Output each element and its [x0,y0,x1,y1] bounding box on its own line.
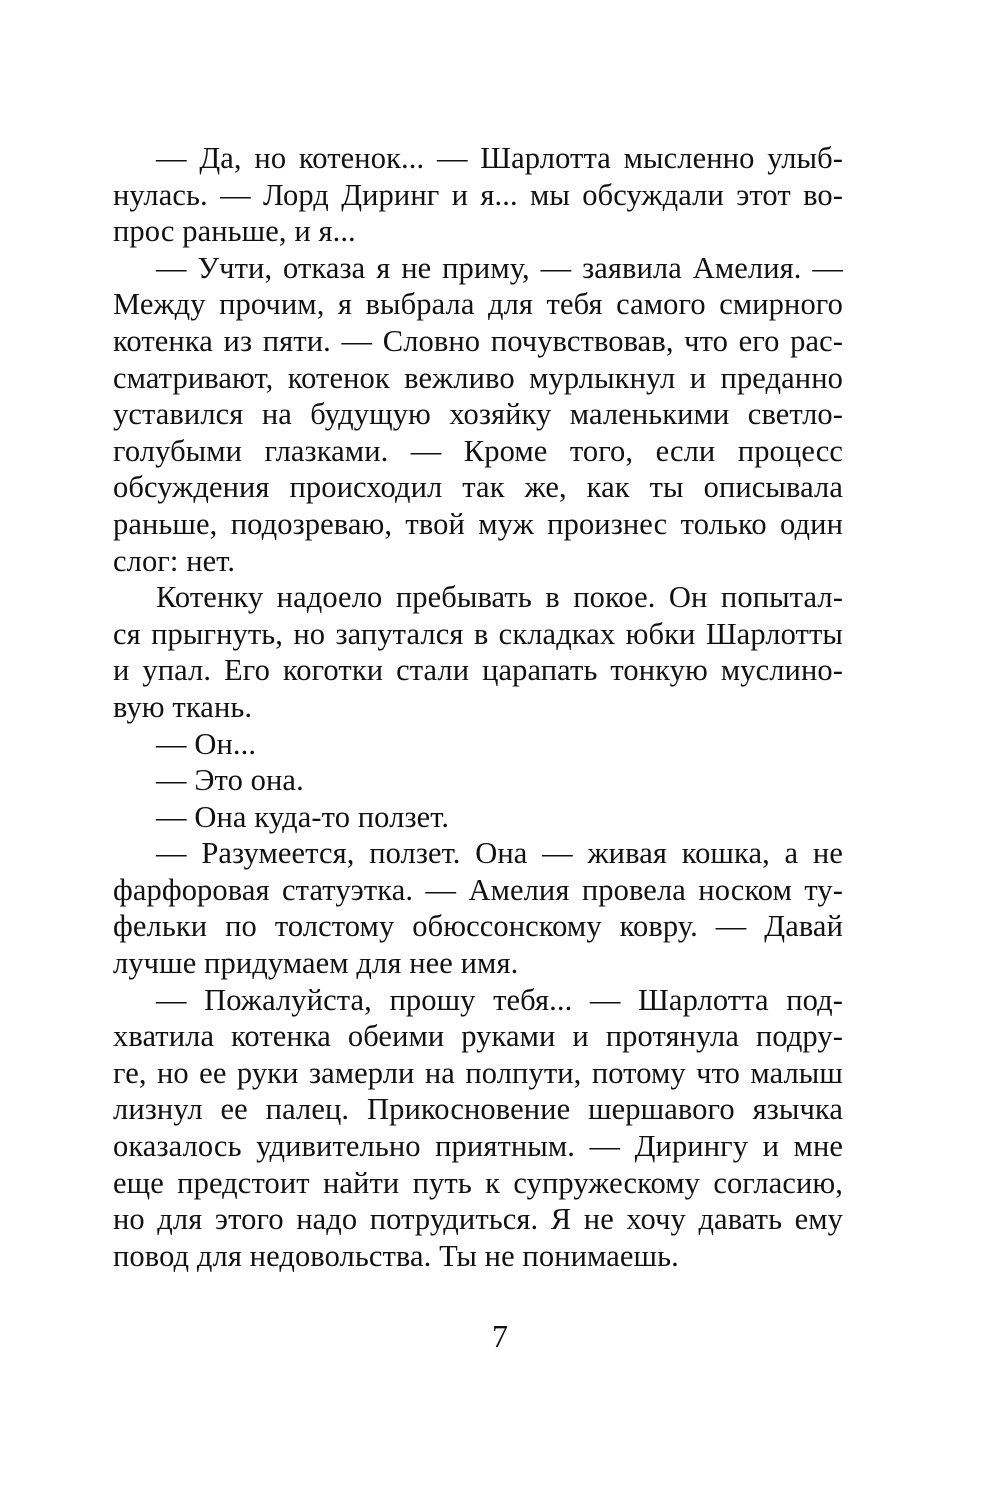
text-line: нулась. — Лорд Диринг и я... мы обсуждали этот во- [113,177,843,212]
text-line: еще предстоит найти путь к супружескому согласию, [113,1165,843,1200]
body-text [113,140,843,1274]
text-line: — Она куда-то ползет. [156,799,450,834]
text-line: но для этого надо потрудиться. Я не хочу давать ему [113,1202,843,1237]
text-line: — Да, но котенок... — Шарлотта мысленно улыб- [156,141,843,175]
text-line: ге, но ее руки замерли на полпути, потому что малыш [113,1055,843,1090]
page-number: 7 [492,1318,508,1354]
text-line: фарфоровая статуэтка. — Амелия провела носком ту- [113,872,843,907]
text-line: уставился на будущую хозяйку маленькими светло- [113,397,843,432]
text-line: оказалось удивительно приятным. — Дирингу и мне [113,1129,843,1164]
text-line: раньше, подозреваю, твой муж произнес только один [113,506,843,541]
text-line: голубыми глазками. — Кроме того, если процесс [113,433,843,468]
text-line: Между прочим, я выбрала для тебя самого смирного [113,287,843,322]
text-line: обсуждения происходил так же, как ты описывала [113,470,843,505]
text-line: — Учти, отказа я не приму, — заявила Амелия. — [156,250,843,285]
text-line: прос раньше, и я... [113,214,356,249]
text-line: — Это она. [156,763,304,798]
text-line: — Разумеется, ползет. Она — живая кошка, а не [156,836,843,871]
text-line: сматривают, котенок вежливо мурлыкнул и преданно [113,360,843,395]
text-line: слог: нет. [113,543,236,578]
text-line: лучше придумаем для нее имя. [113,946,519,981]
text-line: лизнул ее палец. Прикосновение шершавого язычка [113,1092,843,1127]
text-line: Котенку надоело пребывать в покое. Он попытал- [156,580,843,615]
text-line: котенка из пяти. — Словно почувствовав, что его рас- [113,323,843,358]
text-line: фельки по толстому обюссонскому ковру. — Давай [113,909,843,944]
text-line: вую ткань. [113,689,253,724]
text-line: — Пожалуйста, прошу тебя... — Шарлотта под- [156,982,843,1017]
text-line: ся прыгнуть, но запутался в складках юбки Шарлотты [113,616,843,651]
text-line: хватила котенка обеими руками и протянула подру- [113,1019,843,1054]
text-line: повод для недовольства. Ты не понимаешь. [113,1238,679,1273]
text-line: — Он... [156,726,257,761]
text-line: и упал. Его коготки стали царапать тонкую муслино- [113,653,843,688]
